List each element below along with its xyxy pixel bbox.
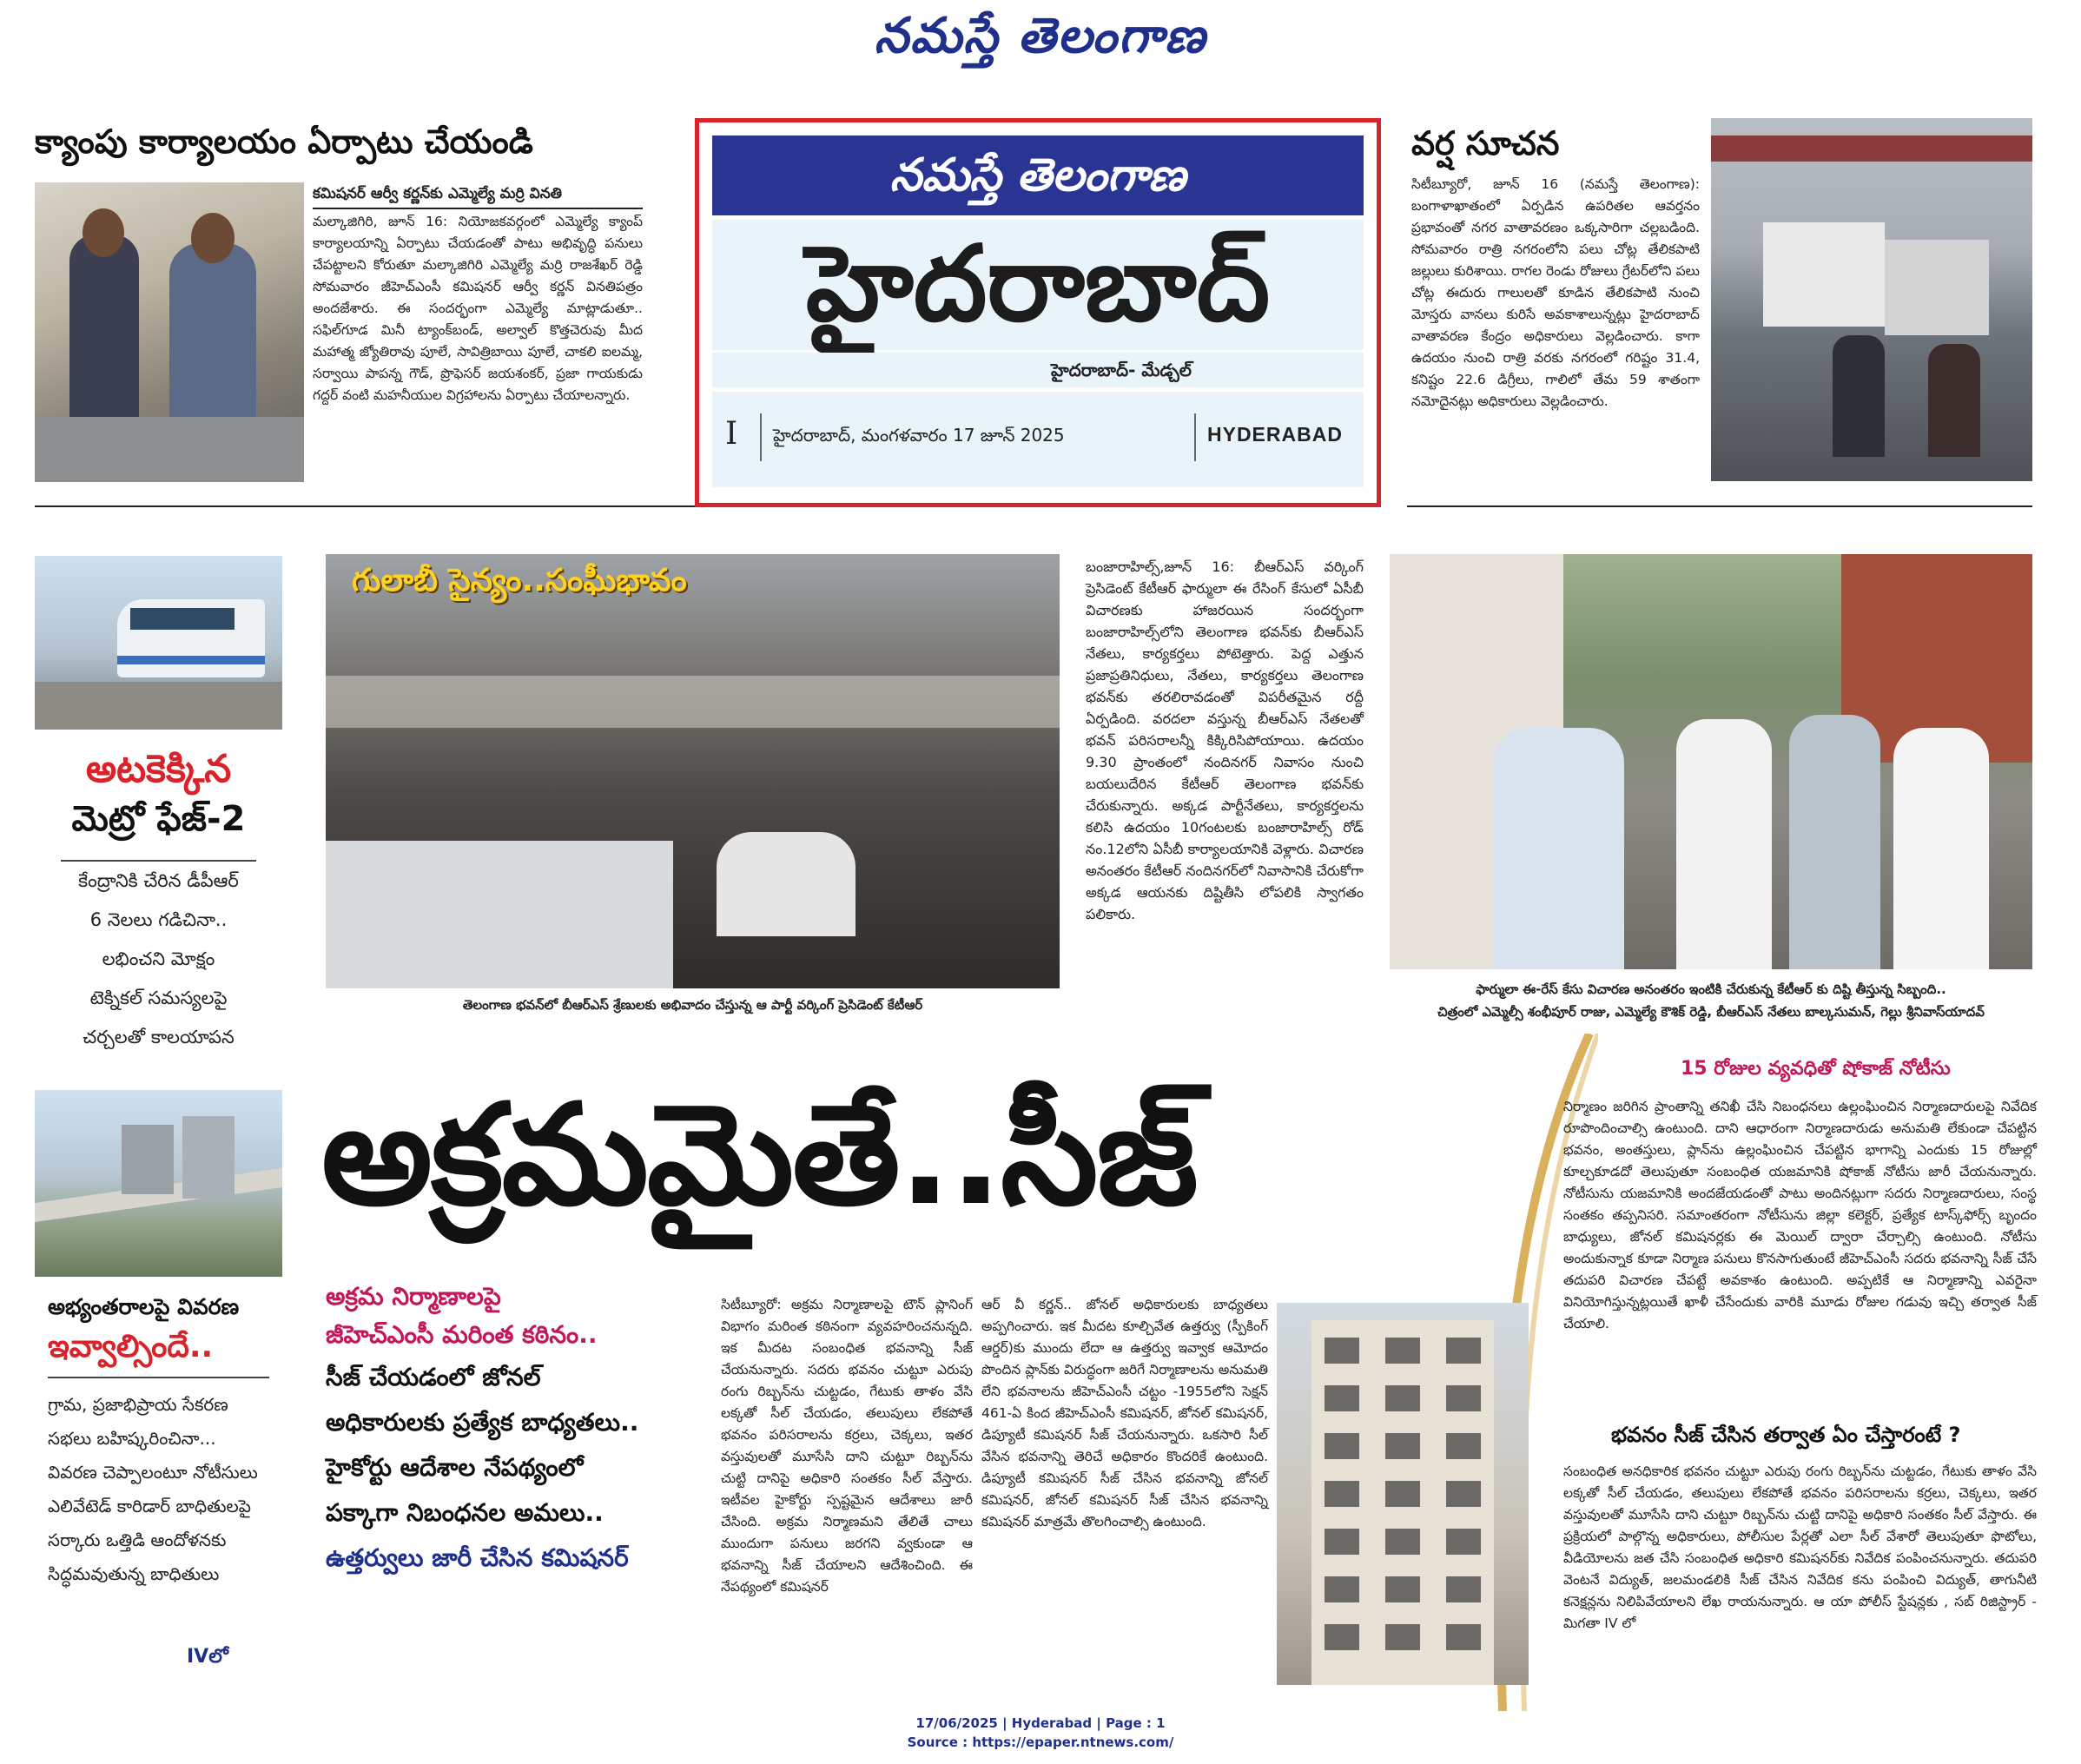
deck-6: పక్కాగా నిబంధనల అమలు.. [326, 1498, 604, 1527]
notice-subhead: భవనం సీజ్ చేసిన తర్వాత ఏం చేస్తారంటే ? [1611, 1423, 1961, 1447]
edition-name-en: HYDERABAD [1207, 423, 1343, 446]
edition-city: హైదరాబాద్ [712, 220, 1364, 350]
deck-2: జీహెచ్‌ఎంసీ మరింత కఠినం.. [326, 1320, 598, 1349]
metro-headline-1: అటకెక్కిన [85, 747, 232, 791]
corridor-side-box [35, 1277, 282, 1694]
metro-side-box [35, 730, 282, 1081]
deck-3: సీజ్ చేయడంలో జోనల్ [326, 1363, 541, 1391]
corridor-jump: IVలో [187, 1646, 228, 1668]
deck-7: ఉత్తర్వులు జారీ చేసిన కమిషనర్ [326, 1543, 629, 1572]
main-decks [326, 1278, 699, 1581]
masthead-title: నమస్తే తెలంగాణ [874, 7, 1207, 64]
edition-box [695, 118, 1381, 507]
main-headline: అక్రమమైతే..సీజ్ [321, 1074, 1197, 1236]
edition-issue-mark: I [725, 416, 738, 452]
footer-source[interactable]: Source : https://epaper.ntnews.com/ [907, 1734, 1174, 1750]
building-photo [1277, 1303, 1529, 1685]
ktr-caption-1: ఫార్ములా ఈ-రేస్ కేసు విచారణ అనంతరం ఇంటికి చేరుకున్న కేటీఆర్ కు దిష్టి తీస్తున్న సిబ్బంది.. [1476, 981, 1946, 997]
metro-line-2: 6 నెలలు గడిచినా.. [89, 909, 228, 930]
weather-headline: వర్ష సూచన [1411, 124, 1560, 162]
footer-line-1: 17/06/2025 | Hyderabad | Page : 1 [915, 1715, 1166, 1731]
edition-brand: నమస్తే తెలంగాణ [889, 149, 1186, 202]
metro-train-photo [35, 556, 282, 730]
corridor-headline-2: ఇవ్వాల్సిందే.. [48, 1329, 214, 1364]
ktr-welcome-photo [1390, 554, 2032, 969]
top-left-body: మల్కాజిగిరి, జూన్ 16: నియోజకవర్గంలో ఎమ్మెల్యే క్యాంప్ కార్యాలయాన్ని ఏర్పాటు చేయడంతో పాటు అభివృద్ధి పనులు చేపట్టాలని కోరుతూ మల్కాజిగిరి ఎమ్మెల్యే మర్రి రాజశేఖర్ రెడ్డి సోమవారం జీహెచ్‌ఎంసీ కమిషనర్ ఆర్వీ కర్ణన్ వినతిపత్రం అందజేశారు. ఈ సందర్భంగా ఎమ్మెల్యే మాట్లాడుతూ.. సఫిల్‌గూడ మినీ ట్యాంక్‌బండ్, అల్వాల్ కొత్తచెరువు మీద మహాత్మ జ్యోతిరావు పూలే, సావిత్రిబాయి పూలే, చాకలి ఐలమ్మ, సర్వాయి పాపన్న గౌడ్, ప్రొఫెసర్ జయశంకర్, ప్రజా గాయకుడు గద్దర్ వంటి మహనీయుల విగ్రహాలను ఏర్పాటు చేయాలన్నారు. [313, 214, 643, 403]
notice-body: నిర్మాణం జరిగిన ప్రాంతాన్ని తనిఖీ చేసి నిబంధనలు ఉల్లంఘించిన నిర్మాణదారులపై నివేదిక రూపొందించాల్సి ఉంటుంది. దాని ఆధారంగా నిర్మాణదారుడు అనుమతి లేకుండా చేపట్టిన భవనం, అంతస్తులు, ప్లాన్‌ను ఉల్లంఘించిన చేపట్టిన భాగాన్ని ఎందుకు 15 రోజుల్లో కూల్చకూడదో తెలుపుతూ సంబంధిత యజమానికి షోకాజ్ నోటీసు జారీ చేయనున్నారు. నోటీసును యజమానికి అందజేయడంతో పాటు అందినట్లుగా సదరు నిర్మాణదారులు, సంస్థ సంతకం తప్పనిసరి. సమాంతరంగా నోటీసును జిల్లా కలెక్టర్, ప్రత్యేక టాస్క్‌ఫోర్స్ బృందం బాధ్యులు, జోనల్ కమిషనర్లకు ఈ మెయిల్ ద్వారా చేర్చాల్సి ఉంటుంది. నోటీసు అందుకున్నాక కూడా నిర్మాణ పనులు కొనసాగుతుంటే జీహెచ్‌ఎంసీ సదరు భవనాన్ని సీజ్ చేసే తదుపరి విచారణ చేపట్టే అవకాశం ఉంటుంది. అప్పటికే ఆ నిర్మాణాన్ని ఎవరైనా వినియోగిస్తున్నట్లయితే ఖాళీ చేసేందుకు వారికి మూడు రోజుల గడువు ఇచ్చి తర్వాత సీజ్ చేయాలి. [1563, 1099, 2037, 1331]
corridor-body: గ్రామ, ప్రజాభిప్రాయ సేకరణ సభలు బహిష్కరించినా... వివరణ చెప్పాలంటూ నోటీసులు ఎలివేటెడ్ కారిడార్ బాధితులపై సర్కారు ఒత్తిడి ఆందోళనకు సిద్ధమవుతున్న బాధితులు [48, 1394, 258, 1584]
rally-caption: తెలంగాణ భవన్‌లో బీఆర్‌ఎస్ శ్రేణులకు అభివాదం చేస్తున్న ఆ పార్టీ వర్కింగ్ ప్రెసిడెంట్ కేటీఆర్ [462, 997, 923, 1013]
rain-traffic-photo [1711, 118, 2032, 481]
main-col-1: సిటీబ్యూరో: అక్రమ నిర్మాణాలపై టౌన్ ప్లానింగ్ విభాగం మరింత కఠినంగా వ్యవహరించనున్నది. ఇక మీదట సంబంధిత భవనాన్ని సీజ్ చేయనున్నారు. సదరు భవనం చుట్టూ ఎరుపు రంగు రిబ్బన్‌ను చుట్టడం, గేటుకు తాళం వేసి లక్కతో సీల్ చేయడం, తలుపులు లేకపోతే భవనం పరిసరాలను కర్రలు, చెక్కలు, ఇతర వస్తువులతో మూసేసి దాని చుట్టూ రిబ్బన్‌ను చుట్టి దానిపై అధికారి సంతకం సీల్ వేస్తారు. ఇటీవల హైకోర్టు స్పష్టమైన ఆదేశాలు జారీ చేసింది. అక్రమ నిర్మాణమని తేలితే చాలు ముందుగా పనులు జరగని వ్వకుండా ఆ భవనాన్ని సీజ్ చేయాలని ఆదేశించింది. ఈ నేపథ్యంలో కమిషనర్ [721, 1297, 973, 1595]
notice-headline: 15 రోజుల వ్యవధితో షోకాజ్ నోటీసు [1681, 1058, 1951, 1080]
rally-tag: గులాబీ సైన్యం..సంఘీభావం [352, 563, 687, 598]
top-left-headline: క్యాంపు కార్యాలయం ఏర్పాటు చేయండి [35, 122, 533, 161]
metro-headline-2: మెట్రో ఫేజ్-2 [71, 799, 246, 839]
deck-5: హైకోర్టు ఆదేశాల నేపథ్యంలో [326, 1453, 584, 1482]
corridor-headline-1: అభ్యంతరాలపై వివరణ [48, 1294, 240, 1319]
weather-body: సిటీబ్యూరో, జూన్ 16 (నమస్తే తెలంగాణ): బంగాళాఖాతంలో ఏర్పడిన ఉపరితల ఆవర్తనం ప్రభావంతో నగర వాతావరణం ఒక్కసారిగా చల్లబడింది. సోమవారం రాత్రి నగరంలోని పలు చోట్ల తేలికపాటి జల్లులు కురిశాయి. రాగల రెండు రోజులు గ్రేటర్‌లోని పలు చోట్ల ఈదురు గాలులతో కూడిన తేలికపాటి నుంచి మోస్తరు వానలు కురిసే అవకాశాలున్నట్లు హైదరాబాద్ వాతావరణ కేంద్రం అధికారులు వెల్లడించారు. కాగా ఉదయం నుంచి రాత్రి వరకు నగరంలో గరిష్టం 31.4, కనిష్టం 22.6 డిగ్రీలు, గాలిలో తేమ 59 శాతంగా నమోదైనట్లు అధికారులు వెల్లడించారు. [1411, 176, 1700, 409]
deck-4: అధికారులకు ప్రత్యేక బాధ్యతలు.. [326, 1408, 639, 1437]
edition-brand-bar [712, 135, 1364, 215]
rally-body: బంజారాహిల్స్,జూన్ 16: బీఆర్‌ఎస్ వర్కింగ్ ప్రెసిడెంట్ కేటీఆర్ ఫార్ములా ఈ రేసింగ్ కేసులో ఏసీబీ విచారణకు హాజరయిన సందర్భంగా బంజారాహిల్స్‌లోని తెలంగాణ భవన్‌కు బీఆర్‌ఎస్ నేతలు, కార్యకర్తలు పోటెత్తారు. పెద్ద ఎత్తున ప్రజాప్రతినిధులు, నేతలు, కార్యకర్తలు తెలంగాణ భవన్‌కు తరలిరావడంతో విపరీతమైన రద్దీ ఏర్పడింది. వరదలా వస్తున్న బీఆర్‌ఎస్ నేతలతో భవన్ పరిసరాలన్నీ కిక్కిరిసిపోయాయి. ఉదయం 9.30 ప్రాంతంలో నందినగర్ నివాసం నుంచి బయలుదేరిన కేటీఆర్ తెలంగాణ భవన్‌కు చేరుకున్నారు. అక్కడ పార్టీనేతలు, కార్యకర్తలను కలిసి ఉదయం 10గంటలకు బంజారాహిల్స్ రోడ్ నం.12లోని ఏసీబీ కార్యాలయానికి వెళ్లారు. విచారణ అనంతరం కేటీఆర్ నందినగర్‌లో నివాసానికి చేరుకోగా అక్కడ ఆయనకు దిష్టితీసి లోపలికి స్వాగతం పలికారు. [1086, 558, 1364, 922]
rally-crowd-photo [326, 554, 1060, 988]
deck-1: అక్రమ నిర్మాణాలపై [326, 1282, 501, 1311]
ktr-caption-2: చిత్రంలో ఎమ్మెల్సీ శంభీపూర్ రాజు, ఎమ్మెల్యే కౌశిక్ రెడ్డి, బీఆర్‌ఎస్ నేతలు బాల్కసుమన్, గెల్లు శ్రీనివాస్‌యాదవ్ [1437, 1004, 1985, 1020]
notice-body-2: సంబంధిత అనధికారిక భవనం చుట్టూ ఎరుపు రంగు రిబ్బన్‌ను చుట్టడం, గేటుకు తాళం వేసి లక్కతో సీల్ చేయడం, తలుపులు లేకపోతే భవనం పరిసరాలను కర్రలు, చెక్కలు, ఇతర వస్తువులతో మూసేసి దాని చుట్టూ రిబ్బన్‌ను చుట్టి దానిపై అధికారి సంతకం సీల్ వేస్తారు. ఈ ప్రక్రియలో పాల్గొన్న అధికారులు, పోలీసుల పేర్లతో ఎలా సీల్ వేశారో తెలుపుతూ ఫొటోలు, వీడియోలను జత చేసి సంబంధిత అధికారి కమిషనర్‌కు నివేదిక పంపించనున్నారు. తదుపరి వెంటనే విద్యుత్, జలమండలికి సీజ్ చేసిన నివేదిక కను పంపించి విద్యుత్, తాగునీటి కనెక్షన్లను నిలిపివేయాలని లేఖ రాయనున్నారు. ఆ యా పోలీస్ స్టేషన్లకు , సబ్ రిజిస్ట్రార్ - మిగతా IV లో [1563, 1463, 2037, 1631]
metro-line-3: లభించని మోక్షం [102, 948, 215, 969]
main-col-2: ఆర్ వీ కర్ణన్.. జోనల్ అధికారులకు బాధ్యతలు అప్పగించారు. ఇక మీదట కూల్చివేత ఉత్తర్వు (స్పీకింగ్ ఆర్డర్)కు ముందు లేదా ఆ ఉత్తర్వు ఇవ్వాక ఆమోదం పొందిన ప్లాన్‌కు విరుద్ధంగా జరిగే నిర్మాణాలను అనుమతి లేని భవనాలను జీహెచ్‌ఎంసీ చట్టం -1955లోని సెక్షన్ 461-ఏ కింద జీహెచ్‌ఎంసీ కమిషనర్, జోనల్ కమిషనర్, డిప్యూటీ కమిషనర్ సీజ్ చేయనున్నారు. ఒకసారి సీల్ వేసిన భవనాన్ని తెరిచే అధికారం కొందరికే ఉంటుంది. డిప్యూటీ కమిషనర్ సీజ్ చేసిన భవనాన్ని జోనల్ కమిషనర్, జోనల్ కమిషనర్ సీజ్ చేసిన భవనాన్ని కమిషనర్ మాత్రమే తొలగించాల్సి ఉంటుంది. [981, 1297, 1268, 1529]
edition-region: హైదరాబాద్- మేడ్చల్ [712, 353, 1364, 387]
elevated-corridor-photo [35, 1090, 282, 1277]
metro-line-4: టెక్నికల్ సమస్యలపై [89, 988, 228, 1008]
mla-meeting-photo [35, 182, 304, 482]
top-left-subhead: కమిషనర్ ఆర్వీ కర్ణన్‌కు ఎమ్మెల్యే మర్రి వినతి [313, 182, 643, 209]
metro-line-5: చర్చలతో కాలయాపన [83, 1027, 235, 1047]
edition-dateline: హైదరాబాద్, మంగళవారం 17 జూన్ 2025 [773, 425, 1065, 446]
metro-line-1: కేంద్రానికి చేరిన డీపీఆర్ [78, 870, 239, 891]
